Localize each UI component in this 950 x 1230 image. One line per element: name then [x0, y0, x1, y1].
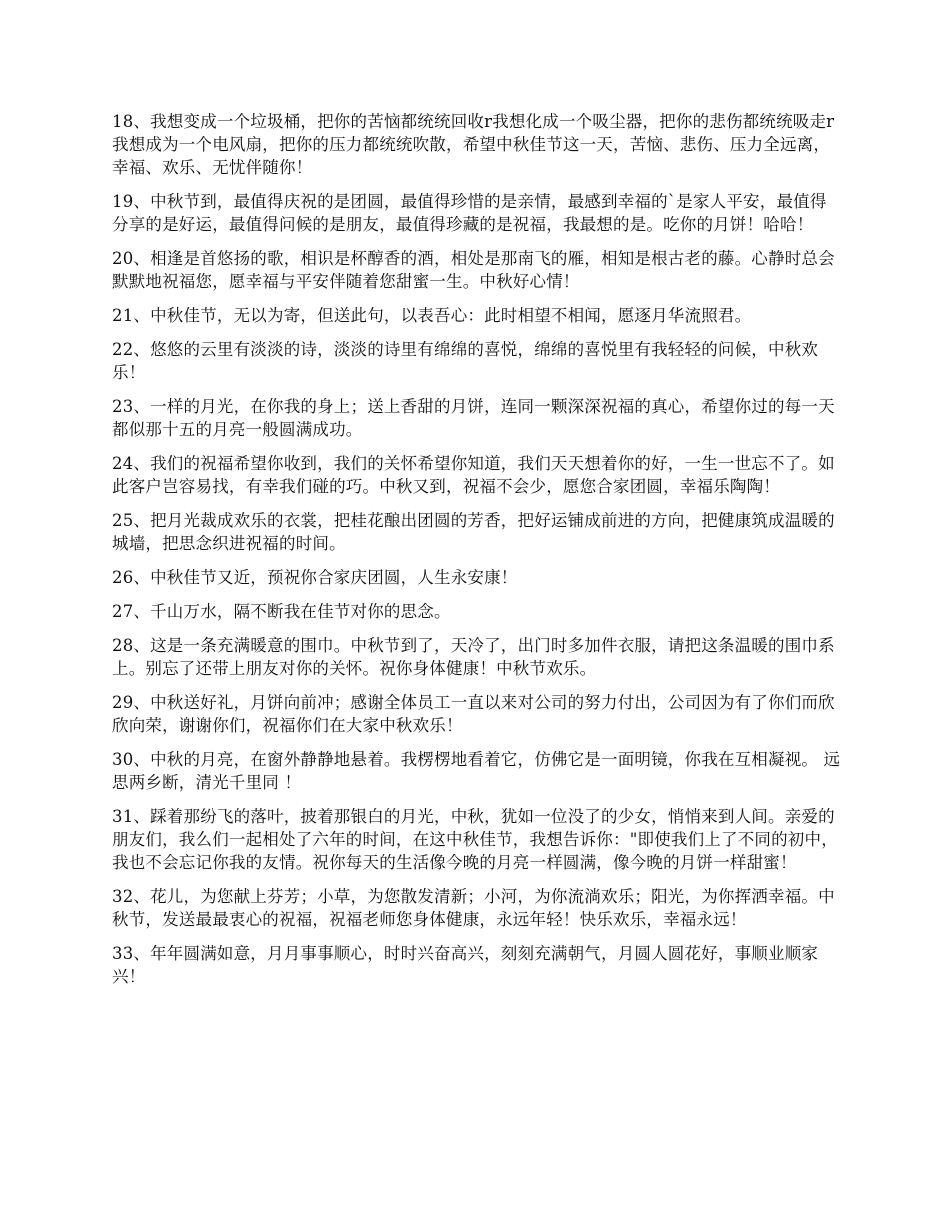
paragraph-30: 30、中秋的月亮，在窗外静静地悬着。我楞楞地看着它，仿佛它是一面明镜，你我在互相凝视。 远思两乡断，清光千里同 ！: [112, 750, 841, 792]
paragraph-18: 18、我想变成一个垃圾桶，把你的苦恼都统统回收r我想化成一个吸尘器，把你的悲伤都统统吸走r我想成为一个电风扇，把你的压力都统统吹散，希望中秋佳节这一天，苦恼、悲伤、压力全远离，幸福、欢乐、无忧伴随你！: [112, 112, 835, 177]
paragraph-25: 25、把月光裁成欢乐的衣裳，把桂花酿出团圆的芳香，把好运铺成前进的方向，把健康筑成温暖的城墙，把思念织进祝福的时间。: [112, 511, 835, 553]
paragraph-24: 24、我们的祝福希望你收到，我们的关怀希望你知道，我们天天想着你的好，一生一世忘不了。如此客户岂容易找，有幸我们碰的巧。中秋又到，祝福不会少，愿您合家团圆，幸福乐陶陶！: [112, 454, 835, 496]
paragraph-31: 31、踩着那纷飞的落叶，披着那银白的月光，中秋，犹如一位没了的少女，悄悄来到人间。亲爱的朋友们，我么们一起相处了六年的时间，在这中秋佳节，我想告诉你："即使我们上了不同的初中，我也不会忘记你我的友情。祝你每天的生活像今晚的月亮一样圆满，像今晚的月饼一样甜蜜！: [112, 807, 838, 872]
paragraph-21: 21、中秋佳节，无以为寄，但送此句，以表吾心：此时相望不相闻，愿逐月华流照君。: [112, 306, 752, 325]
paragraph-33: 33、年年圆满如意，月月事事顺心，时时兴奋高兴，刻刻充满朝气，月圆人圆花好，事顺业顺家兴！: [112, 944, 819, 986]
paragraph-32: 32、花儿，为您献上芬芳；小草，为您散发清新；小河，为你流淌欢乐；阳光，为你挥洒幸福。中秋节，发送最最衷心的祝福，祝福老师您身体健康，永远年轻！快乐欢乐，幸福永远！: [112, 887, 835, 929]
paragraph-22: 22、悠悠的云里有淡淡的诗，淡淡的诗里有绵绵的喜悦，绵绵的喜悦里有我轻轻的问候，中秋欢乐！: [112, 340, 819, 382]
paragraph-20: 20、相逢是首悠扬的歌，相识是杯醇香的酒，相处是那南飞的雁，相知是根古老的藤。心静时总会默默地祝福您，愿幸福与平安伴随着您甜蜜一生。中秋好心情！: [112, 249, 835, 291]
paragraph-29: 29、中秋送好礼，月饼向前冲；感谢全体员工一直以来对公司的努力付出，公司因为有了你们而欣欣向荣，谢谢你们，祝福你们在大家中秋欢乐！: [112, 693, 835, 735]
paragraph-26: 26、中秋佳节又近，预祝你合家庆团圆，人生永安康！: [112, 568, 518, 587]
paragraph-28: 28、这是一条充满暖意的围巾。中秋节到了，天冷了，出门时多加件衣服，请把这条温暖的围巾系上。别忘了还带上朋友对你的关怀。祝你身体健康！中秋节欢乐。: [112, 636, 835, 678]
document-body: [112, 110, 842, 999]
paragraph-19: 19、中秋节到，最值得庆祝的是团圆，最值得珍惜的是亲情，最感到幸福的`是家人平安，最值得分享的是好运，最值得问候的是朋友，最值得珍藏的是祝福，我最想的是。吃你的月饼！哈哈！: [112, 192, 827, 234]
paragraph-27: 27、千山万水，隔不断我在佳节对你的思念。: [112, 602, 451, 621]
paragraph-23: 23、一样的月光，在你我的身上；送上香甜的月饼，连同一颗深深祝福的真心，希望你过的每一天都似那十五的月亮一般圆满成功。: [112, 397, 835, 439]
